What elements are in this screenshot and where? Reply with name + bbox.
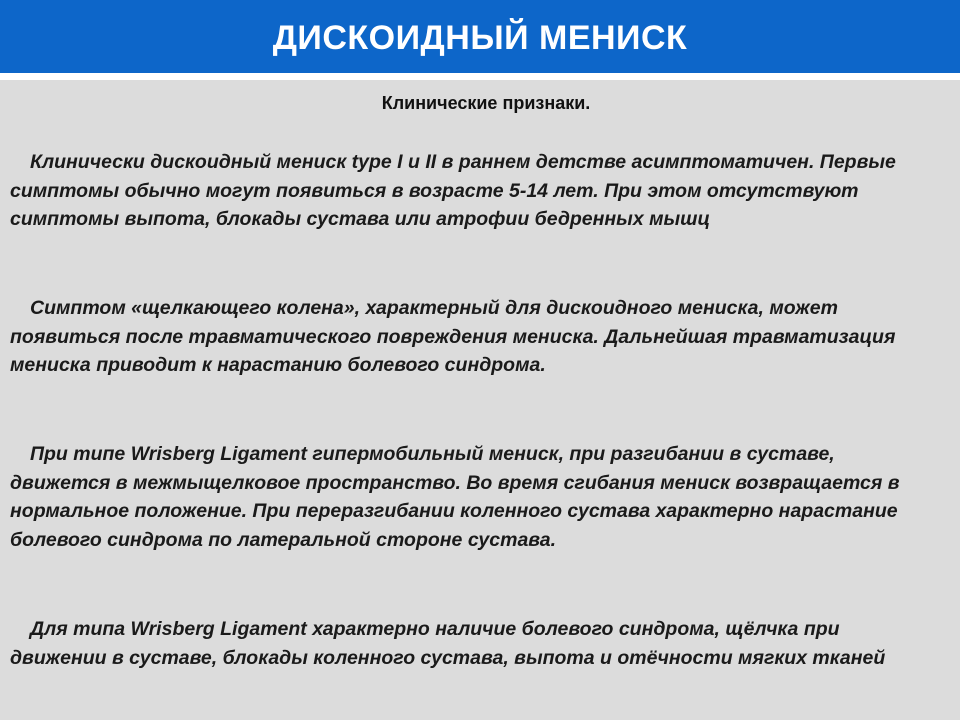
paragraph-3: При типе Wrisberg Ligament гипермобильный мениск, при разгибании в суставе, движется в межмыщелковое пространство. Во время сгибания мениск возвращается в нормальное положение. При переразгибании коленного сустава характерно нарастание болевого синдрома по латеральной стороне сустава.: [10, 443, 900, 551]
paragraph-1: Клинически дискоидный мениск type I и II в раннем детстве асимптоматичен. Первые симптомы обычно могут появиться в возрасте 5-14 лет. При этом отсутствуют симптомы выпота, блокады сустава или атрофии бедренных мышц: [10, 151, 896, 230]
paragraph-4: Для типа Wrisberg Ligament характерно наличие болевого синдрома, щёлчка при движении в суставе, блокады коленного сустава, выпота и отёчности мягких тканей: [10, 618, 886, 669]
paragraph-2: Симптом «щелкающего колена», характерный для дискоидного мениска, может появиться после травматического повреждения мениска. Дальнейшая травматизация мениска приводит к нарастанию болевого синдрома.: [10, 297, 896, 376]
slide-subtitle: Клинические признаки.: [381, 93, 591, 113]
content-box: [0, 80, 960, 720]
title-bar: [0, 0, 960, 73]
slide-title: ДИСКОИДНЫЙ МЕНИСК: [272, 19, 688, 57]
